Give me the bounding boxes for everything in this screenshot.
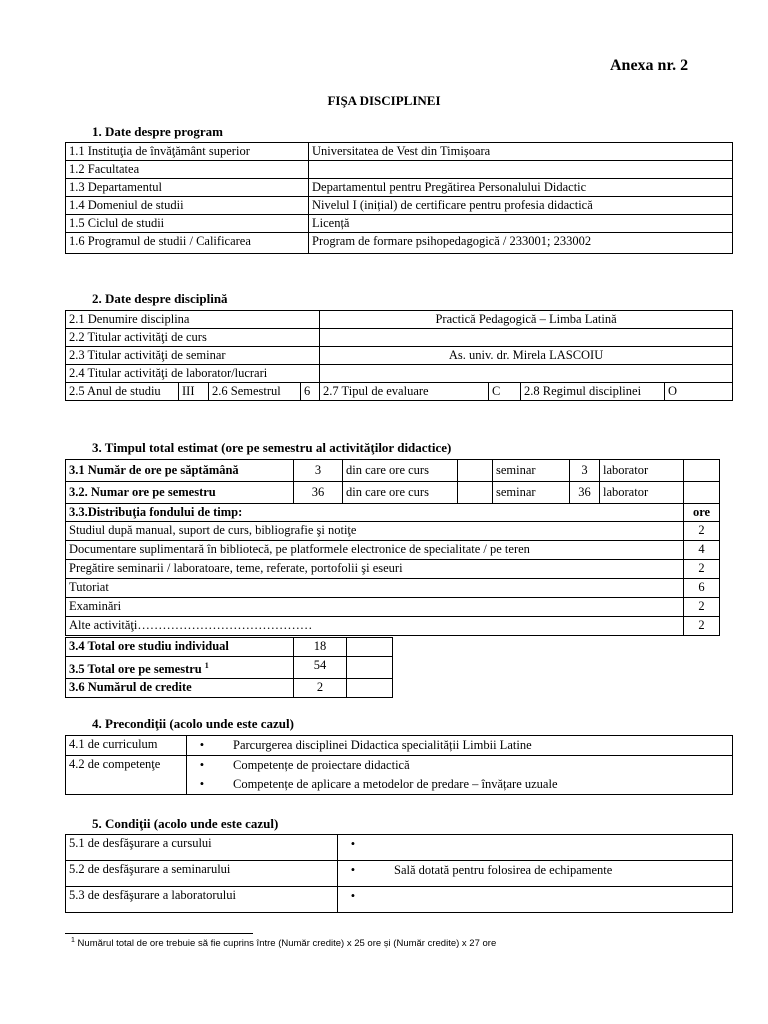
table-row (66, 460, 720, 482)
section-4-title: 4. Precondiţii (acolo unde este cazul) (92, 716, 294, 731)
table-row (66, 504, 720, 522)
cell (458, 460, 493, 482)
table-row (66, 383, 733, 401)
bullet-icon: • (199, 758, 205, 772)
table-row (66, 541, 720, 560)
cell: 3 (294, 460, 343, 482)
total-label (66, 679, 294, 698)
table-row (66, 215, 733, 233)
footnote (71, 937, 496, 949)
cell: seminar (493, 482, 570, 504)
total-label-text: 3.5 Total ore pe semestru (69, 662, 202, 677)
row-label: 1.5 Ciclul de studii (66, 215, 309, 233)
cell: din care ore curs (343, 482, 458, 504)
cell (684, 482, 720, 504)
evaluation-label-spacer: 2.7 Tipul de evaluare (320, 383, 489, 401)
table-row (66, 887, 733, 913)
empty-cell (347, 679, 393, 698)
activity-hours: 2 (684, 617, 720, 636)
table-row (66, 197, 733, 215)
preconditions-table (65, 735, 733, 795)
row-label: 1.2 Facultatea (66, 161, 309, 179)
item-text: Parcurgerea disciplinei Didactica specialității Limbii Latine (233, 738, 532, 752)
row-value: Licență (309, 215, 733, 233)
cell (684, 460, 720, 482)
semester-value: 6 (301, 383, 320, 401)
row-value: Program de formare psihopedagogică / 233001; 233002 (309, 233, 733, 254)
section-3-title: 3. Timpul total estimat (ore pe semestru al activităţilor didactice) (92, 440, 452, 455)
total-label (66, 657, 294, 679)
footnote-separator (65, 933, 253, 934)
table-row (66, 161, 733, 179)
regime-label: O (665, 383, 733, 401)
row-label: 3.2. Numar ore pe semestru (66, 482, 294, 504)
table-row (66, 233, 733, 254)
item-text (368, 887, 732, 912)
table-row (66, 365, 733, 383)
cell: laborator (600, 482, 684, 504)
cell: laborator (600, 460, 684, 482)
activity-label: Examinări (66, 598, 684, 617)
activity-label: Studiul după manual, suport de curs, bibliografie şi notiţe (66, 522, 684, 541)
list-item (338, 835, 732, 860)
cell: 36 (570, 482, 600, 504)
time-table (65, 459, 720, 636)
table-row (66, 329, 733, 347)
row-value: Practică Pedagogică – Limba Latină (320, 311, 733, 329)
row-label: 1.6 Programul de studii / Calificarea (66, 233, 309, 254)
activity-label: Documentare suplimentară în bibliotecă, pe platformele electronice de specialitate / pe teren (66, 541, 684, 560)
row-label: 3.1 Număr de ore pe săptămână (66, 460, 294, 482)
table-row (66, 179, 733, 197)
row-value: As. univ. dr. Mirela LASCOIU (320, 347, 733, 365)
table-row (66, 861, 733, 887)
table-row (66, 311, 733, 329)
cell: seminar (493, 460, 570, 482)
activity-hours: 6 (684, 579, 720, 598)
conditions-table (65, 834, 733, 913)
total-label-text: 3.6 Numărul de credite (69, 680, 192, 695)
list-item (187, 756, 732, 775)
annex-number: Anexa nr. 2 (610, 57, 689, 74)
bullet-icon: • (350, 889, 356, 903)
competences-label: 4.2 de competenţe (66, 756, 187, 795)
footnote-mark: 1 (71, 937, 75, 944)
cell (458, 482, 493, 504)
table-row (66, 347, 733, 365)
condition-label: 5.2 de desfăşurare a seminarului (66, 861, 338, 887)
list-item (187, 736, 732, 755)
table-row (66, 657, 393, 679)
discipline-table (65, 310, 733, 401)
row-label: 1.3 Departamentul (66, 179, 309, 197)
section-5-title: 5. Condiţii (acolo unde este cazul) (92, 816, 279, 831)
section-1-title: 1. Date despre program (92, 124, 223, 139)
condition-value (338, 887, 733, 913)
curriculum-items (187, 736, 733, 756)
total-label (66, 638, 294, 657)
empty-cell (347, 638, 393, 657)
cell: 3 (570, 460, 600, 482)
total-value: 2 (294, 679, 347, 698)
row-label: 2.4 Titular activităţi de laborator/lucrari (66, 365, 320, 383)
table-row (66, 679, 393, 698)
cell: din care ore curs (343, 460, 458, 482)
item-text: Competențe de aplicare a metodelor de predare – învățare uzuale (233, 777, 558, 791)
cell: 36 (294, 482, 343, 504)
empty-cell (347, 657, 393, 679)
table-row (66, 579, 720, 598)
row-label: 2.2 Titular activităţi de curs (66, 329, 320, 347)
row-value (309, 161, 733, 179)
list-item (187, 775, 732, 794)
row-label: 1.4 Domeniul de studii (66, 197, 309, 215)
table-row (66, 143, 733, 161)
program-table (65, 142, 733, 254)
section-2-title: 2. Date despre disciplină (92, 291, 228, 306)
row-label: 2.1 Denumire disciplina (66, 311, 320, 329)
total-label-text: 3.4 Total ore studiu individual (69, 639, 229, 653)
table-row (66, 617, 720, 636)
activity-hours: 2 (684, 522, 720, 541)
table-row (66, 522, 720, 541)
item-text: Competențe de proiectare didactică (233, 758, 410, 772)
condition-value (338, 835, 733, 861)
bullet-icon: • (350, 837, 356, 851)
total-value: 18 (294, 638, 347, 657)
activity-label: Alte activităţi…………………………………… (66, 617, 684, 636)
footnote-text: Numărul total de ore trebuie să fie cuprins între (Număr credite) x 25 ore și (Număr credite) x 27 ore (77, 938, 497, 950)
bullet-icon: • (199, 777, 205, 791)
table-row (66, 598, 720, 617)
semester-label: 2.6 Semestrul (209, 383, 301, 401)
distribution-unit: ore (684, 504, 720, 522)
item-text: Sală dotată pentru folosirea de echipamente (394, 863, 613, 877)
row-label: 2.3 Titular activităţi de seminar (66, 347, 320, 365)
totals-table (65, 637, 393, 698)
row-value (320, 329, 733, 347)
total-value: 54 (294, 657, 347, 679)
curriculum-label: 4.1 de curriculum (66, 736, 187, 756)
bullet-icon: • (350, 863, 356, 877)
condition-label: 5.1 de desfăşurare a cursului (66, 835, 338, 861)
year-value: III (179, 383, 209, 401)
row-value: Universitatea de Vest din Timișoara (309, 143, 733, 161)
table-row (66, 638, 393, 657)
competences-items (187, 756, 733, 795)
item-text (368, 835, 732, 860)
condition-label: 5.3 de desfăşurare a laboratorului (66, 887, 338, 913)
row-value (320, 365, 733, 383)
bullet-icon: • (199, 738, 205, 752)
table-row (66, 560, 720, 579)
activity-hours: 4 (684, 541, 720, 560)
activity-hours: 2 (684, 598, 720, 617)
activity-hours: 2 (684, 560, 720, 579)
document-title: FIŞA DISCIPLINEI (327, 93, 441, 108)
evaluation-label: C (489, 383, 521, 401)
row-value: Departamentul pentru Pregătirea Personalului Didactic (309, 179, 733, 197)
condition-value (338, 861, 733, 887)
table-row (66, 482, 720, 504)
list-item (338, 887, 732, 912)
footnote-ref: 1 (204, 661, 209, 670)
table-row (66, 835, 733, 861)
distribution-label: 3.3.Distribuţia fondului de timp: (66, 504, 684, 522)
list-item (338, 861, 732, 886)
activity-label: Pregătire seminarii / laboratoare, teme, referate, portofolii şi eseuri (66, 560, 684, 579)
year-label: 2.5 Anul de studiu (66, 383, 179, 401)
evaluation-value: 2.8 Regimul disciplinei (521, 383, 665, 401)
activity-label: Tutoriat (66, 579, 684, 598)
row-label: 1.1 Instituţia de învăţământ superior (66, 143, 309, 161)
row-value: Nivelul I (inițial) de certificare pentru profesia didactică (309, 197, 733, 215)
